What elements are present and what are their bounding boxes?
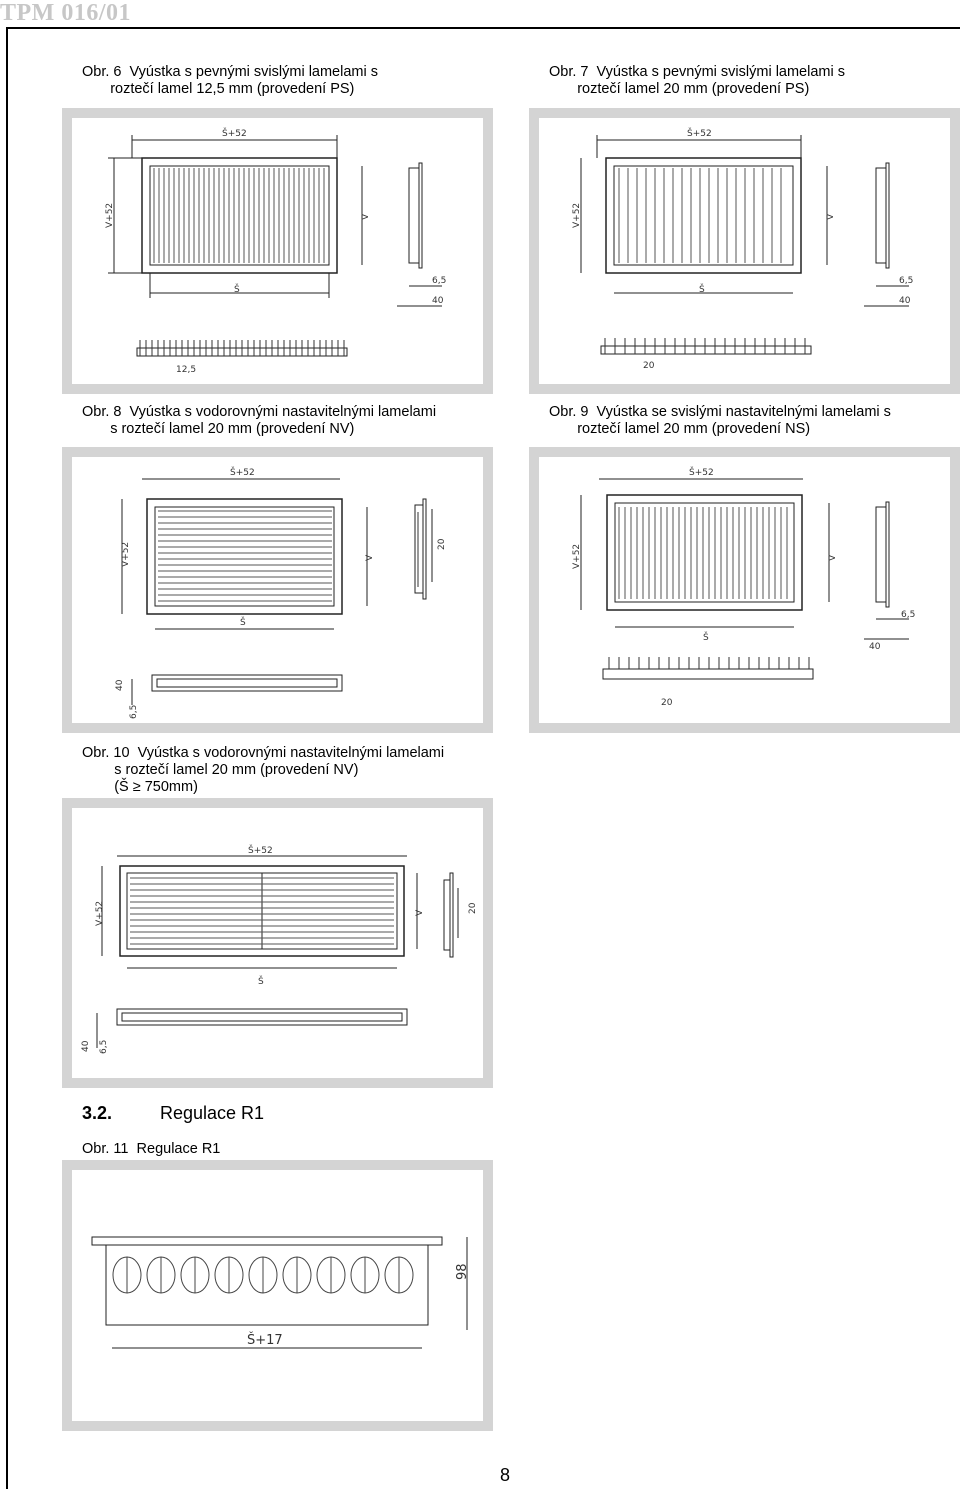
figure-6-drawing: [62, 108, 493, 394]
total-height-label: V+52: [572, 202, 582, 228]
frame-top-rule: [6, 27, 960, 29]
figure-6-caption: Obr. 6 Vyústka s pevnými svislými lamelami s roztečí lamel 12,5 mm (provedení PS): [82, 64, 378, 97]
figure-11-drawing: [62, 1160, 493, 1431]
figure-7-caption: Obr. 7 Vyústka s pevnými svislými lamelami s roztečí lamel 20 mm (provedení PS): [549, 64, 845, 97]
depth-label: 40: [115, 679, 125, 691]
figure-9-caption: Obr. 9 Vyústka se svislými nastavitelnými lamelami s roztečí lamel 20 mm (provedení NS): [549, 404, 891, 437]
section-number: 3.2.: [82, 1103, 113, 1123]
height-label: V: [826, 213, 836, 220]
flange-label: 6,5: [901, 610, 916, 620]
depth-label: 40: [869, 642, 881, 652]
width-label: Š: [703, 633, 709, 643]
figure-10-drawing: [62, 798, 493, 1088]
width-label: Š+17: [247, 1333, 283, 1348]
section-title: Regulace R1: [160, 1103, 265, 1123]
height-label: 98: [455, 1263, 470, 1280]
figure-8-caption: Obr. 8 Vyústka s vodorovnými nastavitelnými lamelami s roztečí lamel 20 mm (provedení NV): [82, 404, 437, 437]
width-label: Š: [699, 285, 705, 295]
height-label: V: [415, 909, 425, 916]
width-label: Š: [258, 977, 264, 987]
total-width-label: Š+52: [222, 129, 247, 139]
width-label: Š: [240, 618, 246, 628]
pitch-label: 12,5: [176, 365, 197, 375]
depth-label: 40: [81, 1040, 91, 1052]
total-width-label: Š+52: [689, 468, 714, 478]
total-height-label: V+52: [572, 543, 582, 569]
pitch-label: 20: [643, 361, 655, 371]
frame-left-rule: [6, 27, 8, 1489]
page-number: 8: [500, 1465, 511, 1485]
height-label: V: [365, 554, 375, 561]
figure-11-caption: Obr. 11 Regulace R1: [82, 1141, 221, 1157]
total-width-label: Š+52: [687, 129, 712, 139]
flange-label: 6,5: [129, 704, 139, 719]
flange-label: 6,5: [899, 276, 914, 286]
flange-label: 6,5: [432, 276, 447, 286]
width-label: Š: [234, 285, 240, 295]
section-heading: [82, 1103, 264, 1124]
total-height-label: V+52: [95, 900, 105, 926]
pitch-label: 20: [437, 538, 447, 550]
height-label: V: [361, 213, 371, 220]
figure-10-caption: Obr. 10 Vyústka s vodorovnými nastavitelnými lamelami s roztečí lamel 20 mm (provedení NV) (Š ≥ 750mm): [82, 745, 445, 795]
depth-label: 40: [899, 296, 911, 306]
flange-label: 6,5: [99, 1039, 109, 1054]
total-width-label: Š+52: [230, 468, 255, 478]
figure-9-drawing: [529, 447, 960, 733]
total-height-label: V+52: [105, 202, 115, 228]
figure-7-drawing: [529, 108, 960, 394]
height-label: V: [828, 554, 838, 561]
depth-label: 40: [432, 296, 444, 306]
total-height-label: V+52: [121, 541, 131, 567]
document-code: TPM 016/01: [0, 0, 131, 26]
pitch-label: 20: [468, 902, 478, 914]
figure-8-drawing: [62, 447, 493, 733]
total-width-label: Š+52: [248, 846, 273, 856]
pitch-label: 20: [661, 698, 673, 708]
